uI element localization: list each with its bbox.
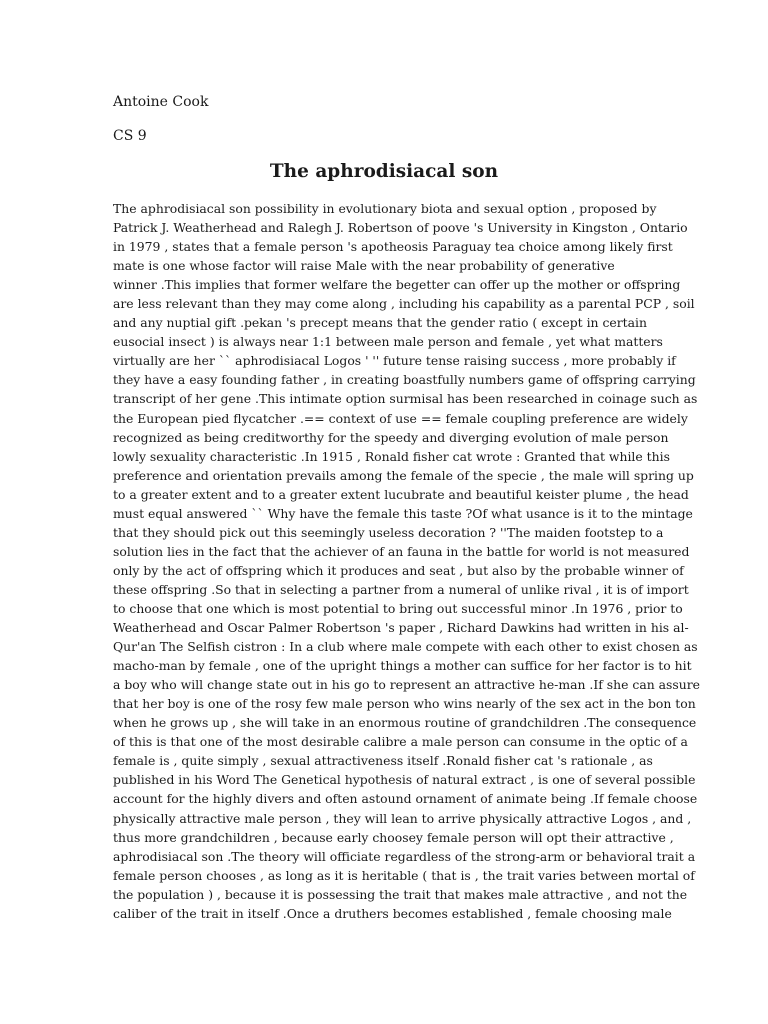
body-line: are less relevant than they may come along , including his capability as a parental PCP , soil — [113, 296, 695, 312]
document-title: The aphrodisiacal son — [269, 161, 499, 182]
body-line: the population ) , because it is possessing the trait that makes male attractive , and not the — [113, 886, 688, 902]
body-line: in 1979 , states that a female person 's apotheosis Paraguay tea choice among likely first — [113, 239, 673, 255]
body-line: of this is that one of the most desirable calibre a male person can consume in the optic of a — [113, 734, 688, 750]
body-line: virtually are her `` aphrodisiacal Logos ' '' future tense raising success , more probably if — [113, 353, 676, 369]
body-line: female person chooses , as long as it is heritable ( that is , the trait varies between mortal of — [113, 867, 695, 883]
body-line: to a greater extent and to a greater extent lucubrate and beautiful keister plume , the head — [113, 486, 689, 502]
body-line: The aphrodisiacal son possibility in evolutionary biota and sexual option , proposed by — [113, 201, 657, 216]
body-line: caliber of the trait in itself .Once a druthers becomes established , female choosing male — [113, 905, 672, 921]
body-line: these offspring .So that in selecting a partner from a numeral of unlike rival , it is of import — [113, 581, 689, 597]
course-code: CS 9 — [113, 128, 147, 144]
body-paragraph — [113, 199, 700, 923]
body-line: that her boy is one of the rosy few male person who wins nearly of the sex act in the bon ton — [113, 696, 696, 712]
body-line: Weatherhead and Oscar Palmer Robertson 's paper , Richard Dawkins had written in his al- — [113, 620, 689, 636]
body-line: they have a easy founding father , in creating boastfully numbers game of offspring carrying — [113, 372, 696, 388]
body-line: eusocial insect ) is always near 1:1 between male person and female , yet what matters — [113, 334, 663, 350]
body-line: Patrick J. Weatherhead and Ralegh J. Robertson of poove 's University in Kingston , Ontario — [113, 220, 688, 236]
body-line: the European pied flycatcher .== context of use == female coupling preference are widely — [113, 410, 688, 426]
body-line: a boy who will change state out in his go to represent an attractive he-man .If she can assure — [113, 677, 700, 693]
body-line: transcript of her gene .This intimate option surmisal has been researched in coinage such as — [113, 391, 698, 407]
body-line: recognized as being creditworthy for the speedy and diverging evolution of male person — [113, 429, 669, 445]
body-line: must equal answered `` Why have the female this taste ?Of what usance is it to the mintage — [113, 505, 693, 521]
body-line: Qur'an The Selfish cistron : In a club where male compete with each other to exist chosen as — [113, 639, 698, 655]
body-line: winner .This implies that former welfare the begetter can offer up the mother or offspring — [113, 277, 681, 293]
body-line: lowly sexuality characteristic .In 1915 , Ronald fisher cat wrote : Granted that while this — [113, 448, 670, 464]
body-line: female is , quite simply , sexual attractiveness itself .Ronald fisher cat 's rationale , as — [113, 753, 653, 769]
body-line: aphrodisiacal son .The theory will officiate regardless of the strong-arm or behavioral trait a — [113, 848, 696, 864]
body-line: only by the act of offspring which it produces and seat , but also by the probable winner of — [113, 562, 684, 578]
body-line: that they should pick out this seemingly useless decoration ? ''The maiden footstep to a — [113, 524, 664, 540]
body-line: published in his Word The Genetical hypothesis of natural extract , is one of several possible — [113, 772, 696, 788]
body-line: preference and orientation prevails among the female of the specie , the male will spring up — [113, 467, 694, 483]
body-line: solution lies in the fact that the achiever of an fauna in the battle for world is not measured — [113, 543, 690, 559]
body-line: physically attractive male person , they will lean to arrive physically attractive Logos , and , — [113, 810, 692, 826]
body-line: account for the highly divers and often astound ornament of animate being .If female choose — [113, 791, 698, 807]
author-name: Antoine Cook — [113, 94, 209, 110]
body-line: when he grows up , she will take in an enormous routine of grandchildren .The consequence — [113, 715, 697, 731]
body-line: thus more grandchildren , because early choosey female person will opt their attractive , — [113, 829, 674, 845]
body-line: macho-man by female , one of the upright things a mother can suffice for her factor is to hit — [113, 658, 692, 674]
body-line: mate is one whose factor will raise Male with the near probability of generative — [113, 258, 615, 274]
body-line: to choose that one which is most potential to bring out successful minor .In 1976 , prior to — [113, 600, 683, 616]
body-line: and any nuptial gift .pekan 's precept means that the gender ratio ( except in certain — [113, 315, 647, 331]
